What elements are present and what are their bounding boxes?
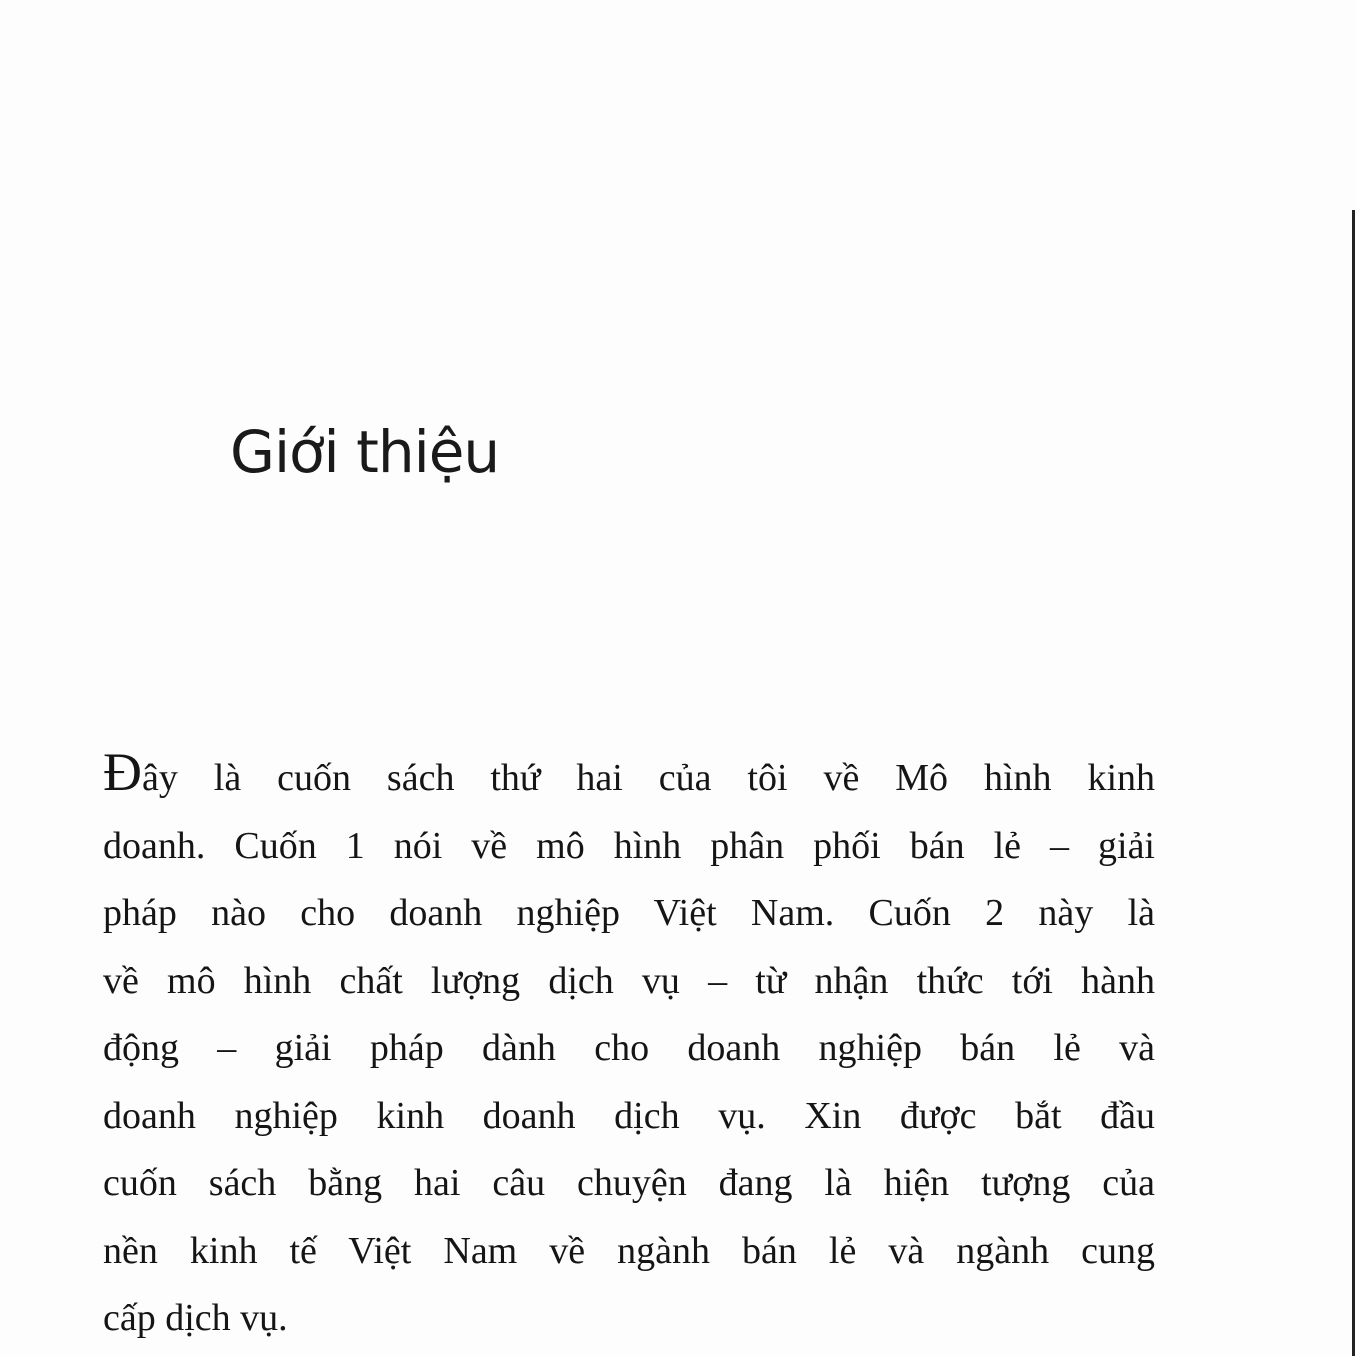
paragraph-line: cấp dịch vụ.: [103, 1297, 288, 1339]
body-paragraph: [103, 742, 1155, 1353]
drop-cap: Đ: [103, 742, 142, 802]
page-title: Giới thiệu: [230, 418, 500, 486]
paragraph-line: cuốn sách bằng hai câu chuyện đang là hiện tượng của: [103, 1162, 1155, 1204]
paragraph-line: nền kinh tế Việt Nam về ngành bán lẻ và ngành cung: [103, 1229, 1155, 1272]
paragraph-line: doanh nghiệp kinh doanh dịch vụ. Xin được bắt đầu: [103, 1094, 1155, 1137]
paragraph-line: [103, 742, 1155, 813]
paragraph-line: doanh. Cuốn 1 nói về mô hình phân phối bán lẻ – giải: [103, 824, 1155, 867]
paragraph-line: pháp nào cho doanh nghiệp Việt Nam. Cuốn 2 này là: [103, 892, 1155, 934]
line-text: ây là cuốn sách thứ hai của tôi về Mô hình kinh: [142, 757, 1155, 799]
paragraph-line: động – giải pháp dành cho doanh nghiệp bán lẻ và: [103, 1027, 1155, 1069]
page-edge-shadow: [1352, 210, 1355, 1356]
paragraph-line: về mô hình chất lượng dịch vụ – từ nhận thức tới hành: [103, 959, 1155, 1002]
